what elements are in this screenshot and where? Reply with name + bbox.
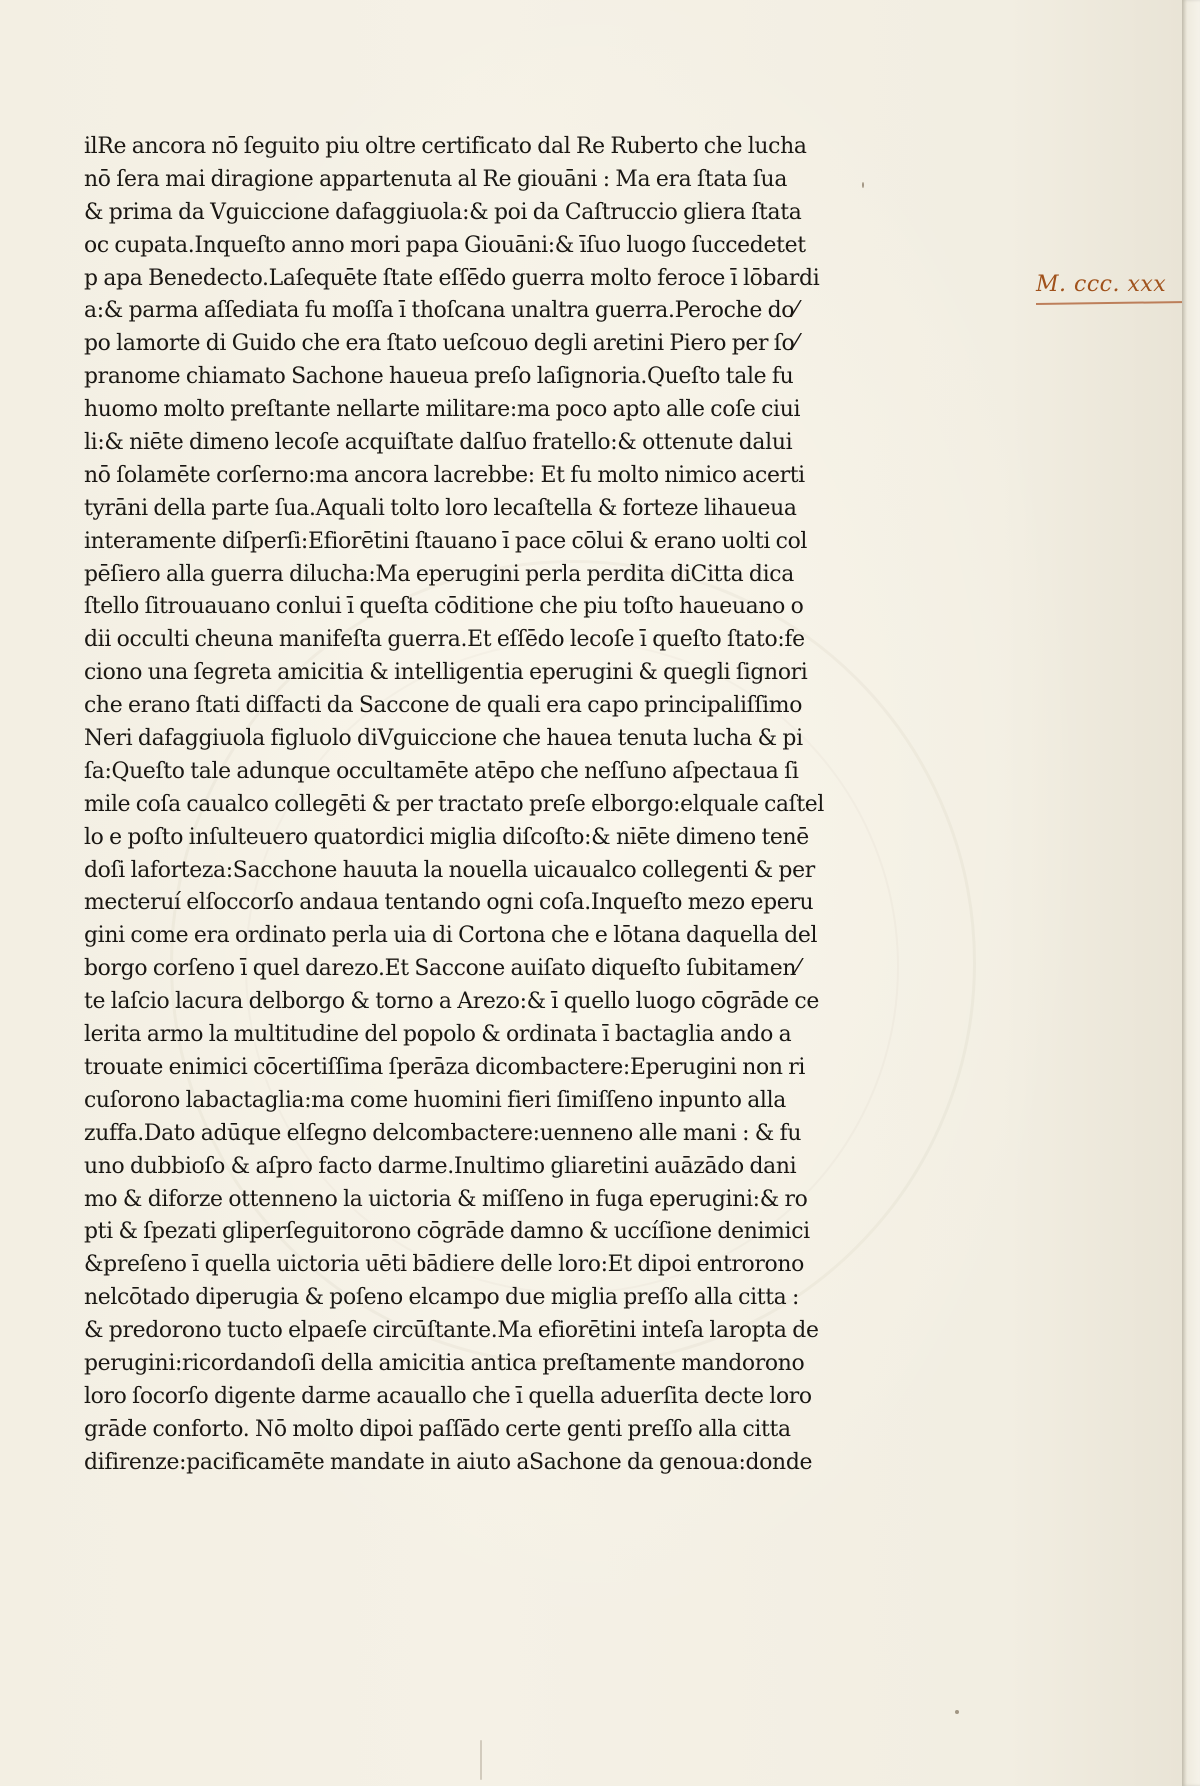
text-line: grāde conforto. Nō molto dipoi paſſādo certe genti preſſo alla citta bbox=[84, 1415, 791, 1442]
text-line: p apa Benedecto.Laſequēte ſtate eſſēdo guerra molto feroce ī lōbardi bbox=[84, 264, 820, 291]
text-line: mecteruí elſoccorſo andaua tentando ogni coſa.Inqueſto mezo eperu bbox=[84, 889, 814, 916]
text-line: mo & diforze ottenneno la uictoria & miſſeno in fuga eperugini:& ro bbox=[84, 1185, 808, 1212]
text-line: pti & ſpezati gliperſeguitorono cōgrāde damno & uccíſione denimici bbox=[84, 1218, 810, 1245]
text-line: ilRe ancora nō ſeguito piu oltre certificato dal Re Ruberto che lucha bbox=[84, 133, 807, 159]
text-line: oc cupata.Inqueſto anno mori papa Giouāni:& īſuo luogo ſuccedetet bbox=[84, 231, 806, 258]
paper-speck bbox=[862, 182, 864, 188]
text-line: interamente diſperſi:Efiorētini ſtauano ī pace cōlui & erano uolti col bbox=[84, 527, 808, 554]
text-line: pēſiero alla guerra dilucha:Ma eperugini perla perdita diCitta dica bbox=[84, 560, 794, 587]
text-line: li:& niēte dimeno lecoſe acquiſtate dalſuo fratello:& ottenute dalui bbox=[84, 429, 793, 456]
page-edge bbox=[1182, 0, 1200, 1786]
text-line: tyrāni della parte ſua.Aquali tolto loro lecaſtella & forteze lihaueua bbox=[84, 494, 797, 521]
text-line: doſi laforteza:Sacchone hauuta la nouella uicaualco collegenti & per bbox=[84, 856, 815, 883]
text-line: perugini:ricordandoſi della amicitia antica preſtamente mandorono bbox=[84, 1349, 805, 1376]
margin-note-underline bbox=[1036, 301, 1188, 305]
text-line: zuffa.Dato adūque elſegno delcombactere:uenneno alle mani : & fu bbox=[84, 1119, 802, 1146]
text-line: uno dubbioſo & aſpro facto darme.Inultimo gliaretini auāzādo dani bbox=[84, 1152, 797, 1179]
paper-speck bbox=[955, 1710, 959, 1714]
text-line: ciono una ſegreta amicitia & intelligentia eperugini & quegli ſignori bbox=[84, 659, 808, 686]
text-line: dii occulti cheuna manifeſta guerra.Et eſſēdo lecoſe ī queſto ſtato:fe bbox=[84, 626, 805, 653]
text-line: & predorono tucto elpaeſe circūſtante.Ma efiorētini inteſa laropta de bbox=[84, 1317, 819, 1344]
paper-speck bbox=[480, 1740, 482, 1780]
text-line: borgo corſeno ī quel darezo.Et Saccone auiſato diqueſto ſubitamen⁄ bbox=[84, 955, 800, 982]
text-line: & prima da Vguiccione dafaggiuola:& poi da Caſtruccio gliera ſtata bbox=[84, 198, 802, 225]
text-line: mile coſa caualco collegēti & per tractato preſe elborgo:elquale caſtel bbox=[84, 790, 824, 817]
text-line: lerita armo la multitudine del popolo & ordinata ī bactaglia ando a bbox=[84, 1021, 792, 1048]
text-line: cuſorono labactaglia:ma come huomini fieri ſimiſſeno inpunto alla bbox=[84, 1086, 786, 1113]
text-line: trouate enimici cōcertiſſima ſperāza dicombactere:Eperugini non ri bbox=[84, 1053, 806, 1080]
text-line: difirenze:pacificamēte mandate in aiuto aSachone da genoua:donde bbox=[84, 1448, 813, 1475]
text-line: pranome chiamato Sachone haueua preſo laſignoria.Queſto tale fu bbox=[84, 363, 794, 390]
text-line: ſtello ſitrouauano conlui ī queſta cōditione che piu toſto haueuano o bbox=[84, 593, 804, 620]
text-line: Neri dafaggiuola figluolo diVguiccione che hauea tenuta lucha & pi bbox=[84, 725, 803, 752]
text-line: ſa:Queſto tale adunque occultamēte atēpo che neſſuno aſpectaua ſi bbox=[84, 757, 799, 784]
body-text bbox=[84, 130, 844, 1479]
text-line: &preſeno ī quella uictoria uēti bādiere delle loro:Et dipoi entrorono bbox=[84, 1251, 805, 1278]
text-line: nō ſera mai diragione appartenuta al Re giouāni : Ma era ſtata ſua bbox=[84, 165, 788, 192]
text-line: lo e poſto inſulteuero quatordici miglia diſcoſto:& niēte dimeno tenē bbox=[84, 823, 809, 850]
text-line: te laſcio lacura delborgo & torno a Arezo:& ī quello luogo cōgrāde ce bbox=[84, 988, 819, 1015]
text-line: nelcōtado diperugia & poſeno elcampo due miglia preſſo alla citta : bbox=[84, 1284, 800, 1311]
text-line: loro ſocorſo digente darme acauallo che ī quella aduerſita decte loro bbox=[84, 1382, 812, 1409]
text-line: po lamorte di Guido che era ſtato ueſcouo degli aretini Piero per ſo⁄ bbox=[84, 330, 798, 357]
text-line: gini come era ordinato perla uia di Cortona che e lōtana daquella del bbox=[84, 922, 818, 949]
text-line: che erano ſtati diſfacti da Saccone de quali era capo principaliſſimo bbox=[84, 692, 803, 719]
text-line: nō ſolamēte corſerno:ma ancora lacrebbe: Et fu molto nimico acerti bbox=[84, 461, 805, 488]
text-line: a:& parma aſſediata fu moſſa ī thoſcana unaltra guerra.Peroche do⁄ bbox=[84, 297, 798, 324]
text-line: huomo molto preſtante nellarte militare:ma poco apto alle coſe ciui bbox=[84, 396, 801, 423]
margin-date-note: M. ccc. xxx bbox=[1036, 272, 1167, 297]
